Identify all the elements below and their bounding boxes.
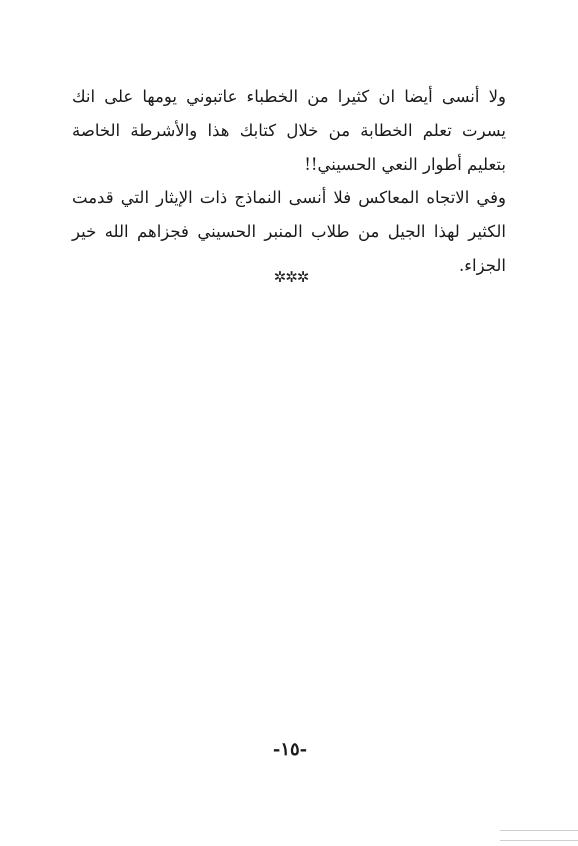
bottom-rule-line [500, 840, 578, 841]
bottom-rule-line [500, 830, 578, 831]
section-divider-ornament: ✲✲✲ [273, 268, 309, 286]
paragraph-2: وفي الاتجاه المعاكس فلا أنسى النماذج ذات الإيثار التي قدمت الكثير لهذا الجيل من طلاب المنبر الحسيني فجزاهم الله خير الجزاء. [72, 188, 506, 275]
paragraph-1: ولا أنسى أيضا ان كثيرا من الخطباء عاتبوني يومها على انك يسرت تعلم الخطابة من خلال كتابك هذا والأشرطة الخاصة بتعليم أطوار النعي الحسيني!! [72, 87, 506, 174]
page-number: -١٥- [272, 739, 308, 760]
